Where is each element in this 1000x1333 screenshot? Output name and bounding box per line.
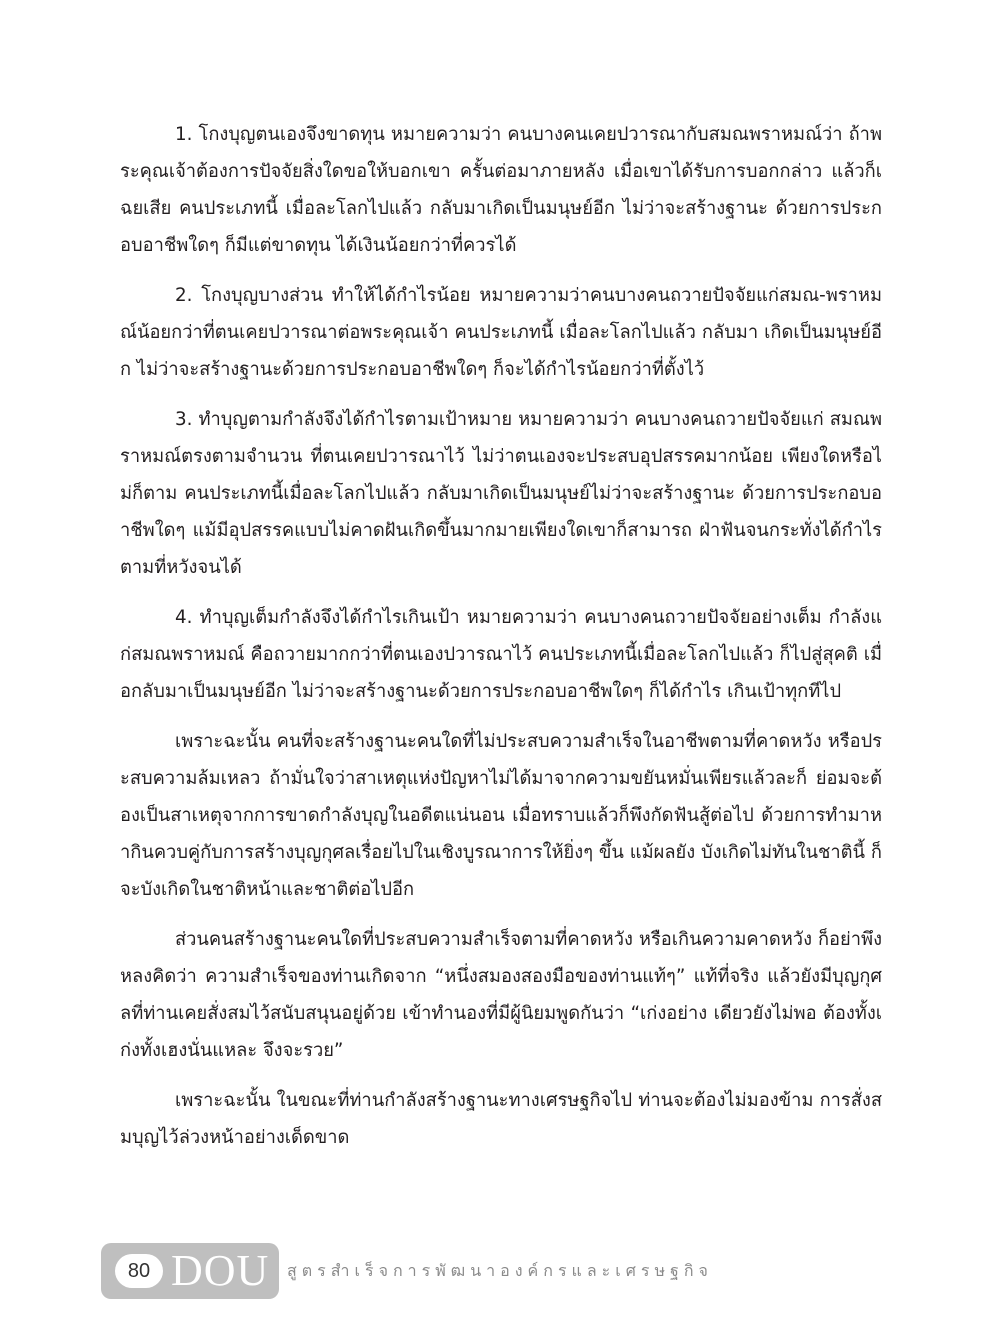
paragraph-1: 1. โกงบุญตนเองจึงขาดทุน หมายความว่า คนบางคนเคยปวารณากับสมณพราหมณ์ว่า ถ้าพระคุณเจ้าต้องการปัจจัยสิ่งใดขอให้บอกเขา ครั้นต่อมาภายหลัง เมื่อเขาได้รับการบอกกล่าว แล้วก็เฉยเสีย คนประเภทนี้ เมื่อละโลกไปแล้ว กลับมาเกิดเป็นมนุษย์อีก ไม่ว่าจะสร้างฐานะ ด้วยการประกอบอาชีพใดๆ ก็มีแต่ขาดทุน ได้เงินน้อยกว่าที่ควรได้ (120, 124, 882, 256)
page-number: 80 (115, 1254, 163, 1288)
body-text (120, 116, 882, 1169)
book-title: สูตรสำเร็จการพัฒนาองค์กรและเศรษฐกิจ (287, 1261, 713, 1280)
paragraph-4: 4. ทำบุญเต็มกำลังจึงได้กำไรเกินเป้า หมายความว่า คนบางคนถวายปัจจัยอย่างเต็ม กำลังแก่สมณพราหมณ์ คือถวายมากกว่าที่ตนเองปวารณาไว้ คนประเภทนี้เมื่อละโลกไปแล้ว ก็ไปสู่สุคติ เมื่อกลับมาเป็นมนุษย์อีก ไม่ว่าจะสร้างฐานะด้วยการประกอบอาชีพใดๆ ก็ได้กำไร เกินเป้าทุกทีไป (120, 607, 882, 702)
footer-badge (101, 1243, 279, 1299)
dou-logo: DOU (171, 1246, 270, 1295)
paragraph-2: 2. โกงบุญบางส่วน ทำให้ได้กำไรน้อย หมายความว่าคนบางคนถวายปัจจัยแก่สมณ-พราหมณ์น้อยกว่าที่ตนเคยปวารณาต่อพระคุณเจ้า คนประเภทนี้ เมื่อละโลกไปแล้ว กลับมา เกิดเป็นมนุษย์อีก ไม่ว่าจะสร้างฐานะด้วยการประกอบอาชีพใดๆ ก็จะได้กำไรน้อยกว่าที่ตั้งไว้ (120, 285, 882, 380)
page-footer (101, 1243, 901, 1299)
paragraph-5: เพราะฉะนั้น คนที่จะสร้างฐานะคนใดที่ไม่ประสบความสำเร็จในอาชีพตามที่คาดหวัง หรือประสบความล้มเหลว ถ้ามั่นใจว่าสาเหตุแห่งปัญหาไม่ได้มาจากความขยันหมั่นเพียรแล้วละก็ ย่อมจะต้องเป็นสาเหตุจากการขาดกำลังบุญในอดีตแน่นอน เมื่อทราบแล้วก็พึงกัดฟันสู้ต่อไป ด้วยการทำมาหากินควบคู่กับการสร้างบุญกุศลเรื่อยไปในเชิงบูรณาการให้ยิ่งๆ ขึ้น แม้ผลยัง บังเกิดไม่ทันในชาตินี้ ก็จะบังเกิดในชาติหน้าและชาติต่อไปอีก (120, 731, 882, 900)
paragraph-3: 3. ทำบุญตามกำลังจึงได้กำไรตามเป้าหมาย หมายความว่า คนบางคนถวายปัจจัยแก่ สมณพราหมณ์ตรงตามจำนวน ที่ตนเคยปวารณาไว้ ไม่ว่าตนเองจะประสบอุปสรรคมากน้อย เพียงใดหรือไม่ก็ตาม คนประเภทนี้เมื่อละโลกไปแล้ว กลับมาเกิดเป็นมนุษย์ไม่ว่าจะสร้างฐานะ ด้วยการประกอบอาชีพใดๆ แม้มีอุปสรรคแบบไม่คาดฝันเกิดขึ้นมากมายเพียงใดเขาก็สามารถ ฝ่าฟันจนกระทั่งได้กำไร ตามที่หวังจนได้ (120, 409, 882, 578)
paragraph-6: ส่วนคนสร้างฐานะคนใดที่ประสบความสำเร็จตามที่คาดหวัง หรือเกินความคาดหวัง ก็อย่าพึงหลงคิดว่า ความสำเร็จของท่านเกิดจาก “หนึ่งสมองสองมือของท่านแท้ๆ” แท้ที่จริง แล้วยังมีบุญกุศลที่ท่านเคยสั่งสมไว้สนับสนุนอยู่ด้วย เข้าทำนองที่มีผู้นิยมพูดกันว่า “เก่งอย่าง เดียวยังไม่พอ ต้องทั้งเก่งทั้งเฮงนั่นแหละ จึงจะรวย” (120, 929, 882, 1061)
paragraph-7: เพราะฉะนั้น ในขณะที่ท่านกำลังสร้างฐานะทางเศรษฐกิจไป ท่านจะต้องไม่มองข้าม การสั่งสมบุญไว้ล่วงหน้าอย่างเด็ดขาด (120, 1090, 882, 1148)
